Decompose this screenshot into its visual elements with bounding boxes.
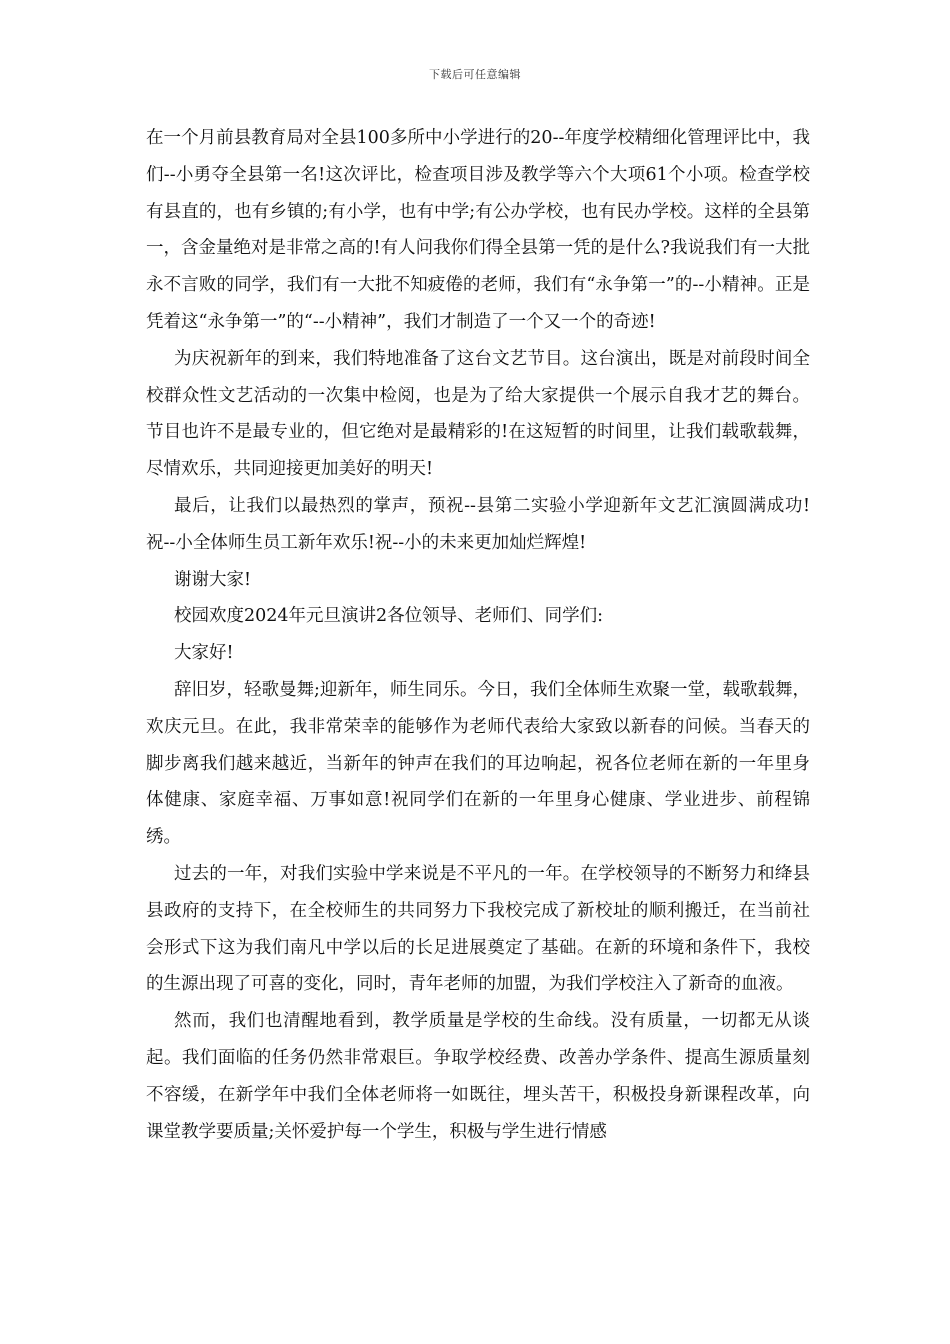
- paragraph-6: 大家好!: [174, 643, 234, 664]
- paragraph-1: 在一个月前县教育局对全县100多所中小学进行的20--年度学校精细化管理评比中，我们--小勇夺全县第一名!这次评比，检查项目涉及教学等六个大项61个小项。检查学校有县直的，也有乡镇的;有小学，也有中学;有公办学校，也有民办学校。这样的全县第一，含金量绝对是非常之高的!有人问我你们得全县第一凭的是什么?我说我们有一大批永不言败的同学，我们有一大批不知疲倦的老师，我们有“永争第一”的--小精神。正是凭着这“永争第一”的“--小精神”，我们才制造了一个又一个的奇迹!: [146, 128, 810, 332]
- paragraph-9: 然而，我们也清醒地看到，教学质量是学校的生命线。没有质量，一切都无从谈起。我们面临的任务仍然非常艰巨。争取学校经费、改善办学条件、提高生源质量刻不容缓，在新学年中我们全体老师将一如既往，埋头苦干，积极投身新课程改革，向课堂教学要质量;关怀爱护每一个学生，积极与学生进行情感: [146, 1011, 810, 1142]
- document-body: [146, 120, 810, 1150]
- paragraph-2: 为庆祝新年的到来，我们特地准备了这台文艺节目。这台演出，既是对前段时间全校群众性文艺活动的一次集中检阅，也是为了给大家提供一个展示自我才艺的舞台。节目也许不是最专业的，但它绝对是最精彩的!在这短暂的时间里，让我们载歌载舞，尽情欢乐，共同迎接更加美好的明天!: [146, 348, 810, 480]
- header-note: 下载后可任意编辑: [429, 68, 521, 81]
- paragraph-8: 过去的一年，对我们实验中学来说是不平凡的一年。在学校领导的不断努力和绛县县政府的支持下，在全校师生的共同努力下我校完成了新校址的顺利搬迁，在当前社会形式下这为我们南凡中学以后的长足进展奠定了基础。在新的环境和条件下，我校的生源出现了可喜的变化，同时，青年老师的加盟，为我们学校注入了新奇的血液。: [146, 863, 810, 995]
- paragraph-7: 辞旧岁，轻歌曼舞;迎新年，师生同乐。今日，我们全体师生欢聚一堂，载歌载舞，欢庆元旦。在此，我非常荣幸的能够作为老师代表给大家致以新春的问候。当春天的脚步离我们越来越近，当新年的钟声在我们的耳边响起，祝各位老师在新的一年里身体健康、家庭幸福、万事如意!祝同学们在新的一年里身心健康、学业进步、前程锦绣。: [146, 679, 810, 848]
- paragraph-3: 最后，让我们以最热烈的掌声，预祝--县第二实验小学迎新年文艺汇演圆满成功!祝--小全体师生员工新年欢乐!祝--小的未来更加灿烂辉煌!: [146, 495, 810, 553]
- paragraph-5: 校园欢度2024年元旦演讲2各位领导、老师们、同学们:: [174, 606, 604, 627]
- paragraph-4: 谢谢大家!: [174, 569, 252, 590]
